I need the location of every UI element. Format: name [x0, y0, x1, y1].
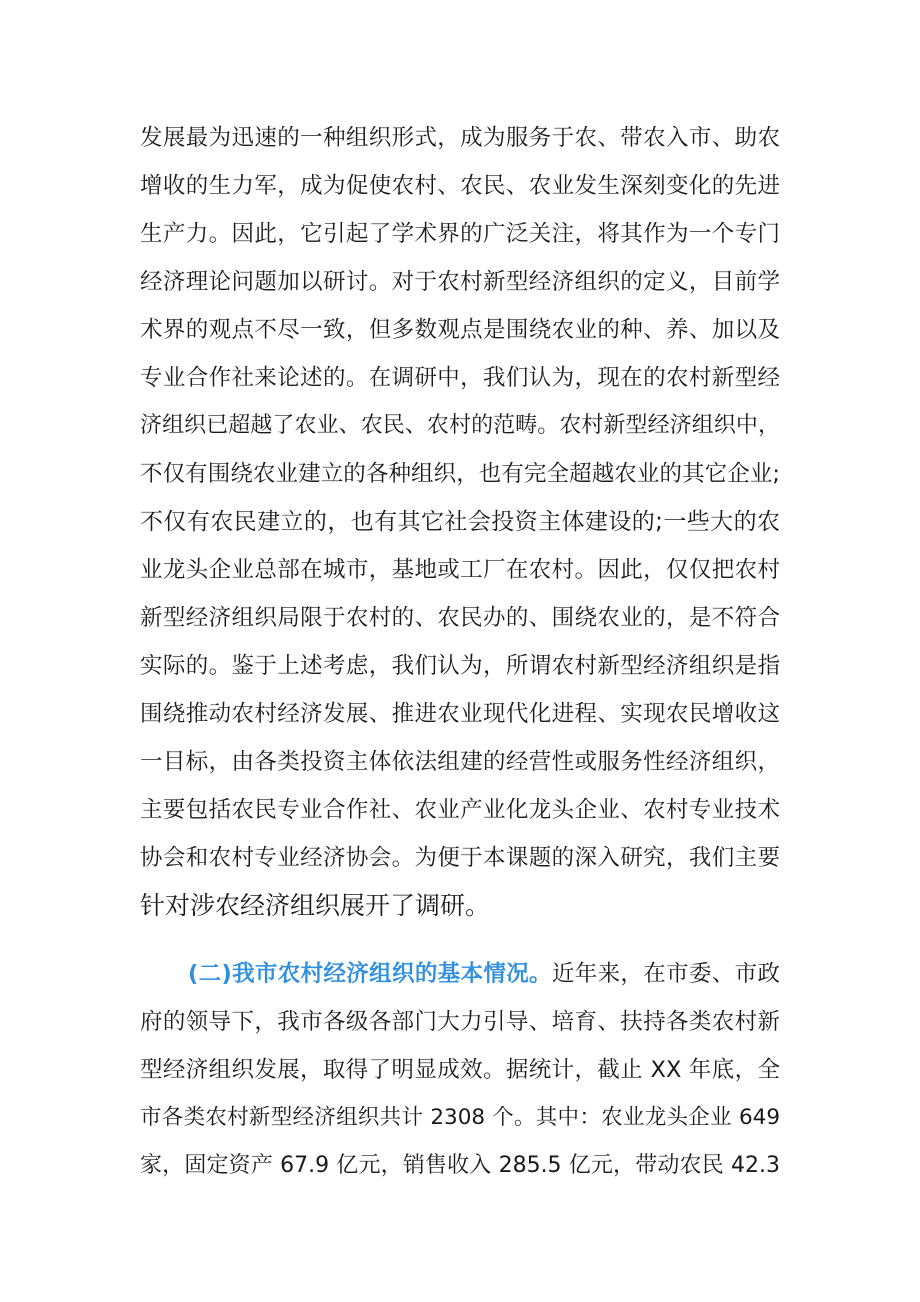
text-line: 型经济组织发展，取得了明显成效。据统计，截止 XX 年底，全 — [140, 1057, 780, 1083]
text-line: 济组织已超越了农业、农民、农村的范畴。农村新型经济组织中， — [140, 413, 780, 438]
text-line: 针对涉农经济组织展开了调研。 — [140, 891, 491, 920]
text-line: 家，固定资产 67.9 亿元，销售收入 285.5 亿元，带动农民 42.3 — [140, 1153, 780, 1178]
text-line: 新型经济组织局限于农村的、农民办的、围绕农业的，是不符合 — [140, 605, 780, 631]
text-line: 不仅有农民建立的，也有其它社会投资主体建设的;一些大的农 — [140, 509, 780, 535]
text-line: 专业合作社来论述的。在调研中，我们认为，现在的农村新型经 — [140, 365, 780, 391]
text-line: 不仅有围绕农业建立的各种组织，也有完全超越农业的其它企业; — [140, 461, 780, 487]
text-line: 市各类农村新型经济组织共计 2308 个。其中：农业龙头企业 649 — [140, 1105, 780, 1130]
section-heading: (二)我市农村经济组织的基本情况。 — [188, 961, 552, 987]
text-line: 经济理论问题加以研讨。对于农村新型经济组织的定义，目前学 — [140, 269, 780, 295]
text-line: 业龙头企业总部在城市，基地或工厂在农村。因此，仅仅把农村 — [140, 557, 780, 583]
paragraph-first-line — [188, 954, 780, 994]
text-line: 实际的。鉴于上述考虑，我们认为，所谓农村新型经济组织是指 — [140, 653, 780, 679]
text-line: 围绕推动农村经济发展、推进农业现代化进程、实现农民增收这 — [140, 701, 780, 727]
text-line: 主要包括农民专业合作社、农业产业化龙头企业、农村专业技术 — [140, 797, 780, 823]
text-line: 生产力。因此，它引起了学术界的广泛关注，将其作为一个专门 — [140, 221, 780, 247]
text-line: 一目标，由各类投资主体依法组建的经营性或服务性经济组织， — [140, 749, 780, 775]
text-span: 近年来，在市委、市政 — [551, 961, 780, 987]
text-line: 府的领导下，我市各级各部门大力引导、培育、扶持各类农村新 — [140, 1009, 780, 1035]
text-line: 发展最为迅速的一种组织形式，成为服务于农、带农入市、助农 — [140, 125, 780, 151]
text-line: 术界的观点不尽一致，但多数观点是围绕农业的种、养、加以及 — [140, 317, 780, 343]
text-line: 增收的生力军，成为促使农村、农民、农业发生深刻变化的先进 — [140, 173, 780, 199]
text-line: 协会和农村专业经济协会。为便于本课题的深入研究，我们主要 — [140, 845, 780, 871]
